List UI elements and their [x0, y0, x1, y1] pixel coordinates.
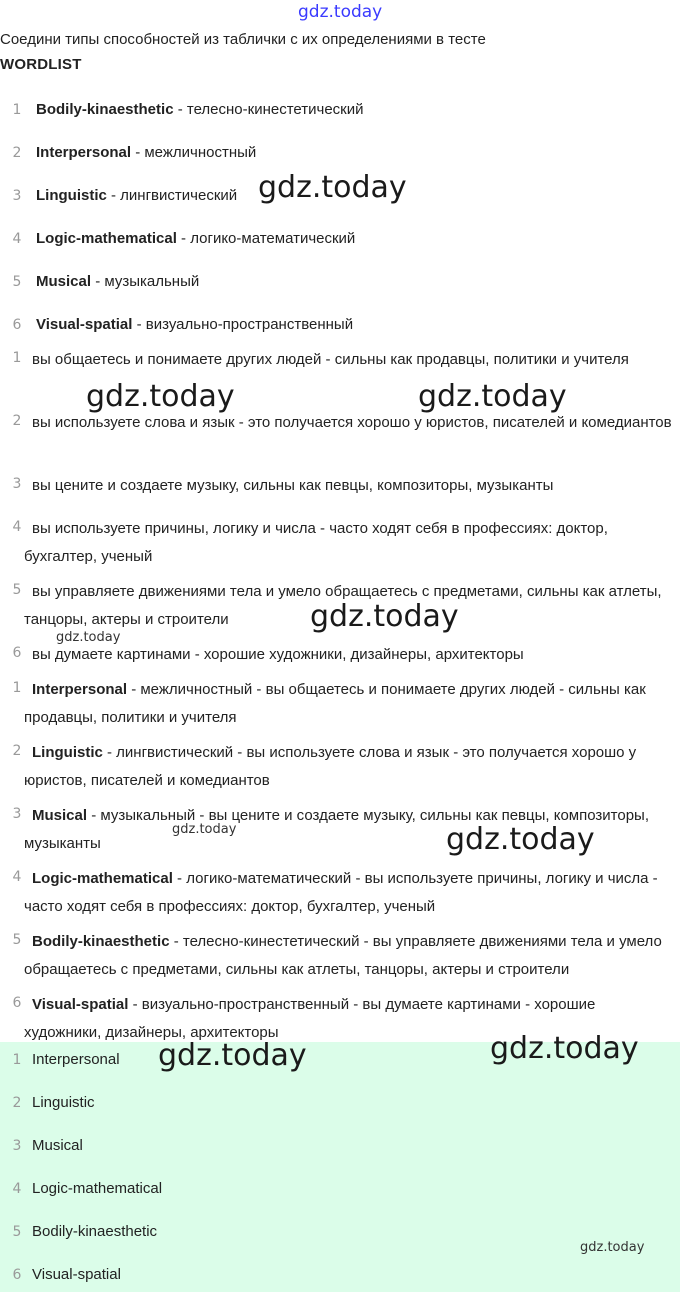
answer-highlight-block [0, 1042, 680, 1292]
term: Musical [36, 273, 92, 290]
item-number: 4 [12, 519, 22, 535]
definition-text: вы управляете движениями тела и умело обращаетесь с предметами, сильны как атлеты, танцоры, актеры и строители [24, 583, 662, 628]
item-number: 1 [12, 350, 22, 366]
item-number: 6 [12, 645, 22, 661]
term: Bodily-kinaesthetic [36, 101, 174, 118]
answer-rest: - визуально-пространственный - вы думаете картинами - хорошие художники, дизайнеры, архитекторы [24, 996, 596, 1041]
answer-rest: - телесно-кинестетический - вы управляете движениями тела и умело обращаетесь с предметами, сильны как атлеты, танцоры, актеры и строители [24, 933, 662, 978]
item-number: 2 [12, 413, 22, 429]
term: Linguistic [36, 187, 107, 204]
watermark: gdz.today [258, 170, 407, 205]
item-number: 4 [12, 869, 22, 885]
item-number: 1 [12, 680, 22, 696]
answer-rest: - лингвистический - вы используете слова и язык - это получается хорошо у юристов, писателей и комедиантов [24, 744, 637, 789]
item-number: 5 [12, 932, 22, 948]
answer-rest: - логико-математический - вы используете причины, логику и числа - часто ходят себя в профессиях: доктор, бухгалтер, ученый [24, 870, 658, 915]
term: Interpersonal [32, 681, 128, 698]
watermark: gdz.today [310, 599, 459, 634]
watermark: gdz.today [418, 379, 567, 414]
item-number: 6 [12, 995, 22, 1011]
item-text [36, 225, 674, 253]
item-number: 3 [12, 476, 22, 492]
watermark: gdz.today [446, 822, 595, 857]
term: Visual-spatial [36, 316, 133, 333]
item-number: 5 [12, 1224, 22, 1240]
answer-rest: - межличностный - вы общаетесь и понимаете других людей - сильны как продавцы, политики и учителя [24, 681, 646, 726]
item-number: 5 [12, 274, 22, 290]
item-number: 5 [12, 582, 22, 598]
term: Bodily-kinaesthetic [32, 933, 170, 950]
translation: - музыкальный [91, 273, 200, 290]
watermark: gdz.today [158, 1038, 307, 1073]
item-number: 1 [12, 102, 22, 118]
item-number: 2 [12, 1095, 22, 1111]
translation: - визуально-пространственный [132, 316, 354, 333]
definition-text: вы используете слова и язык - это получается хорошо у юристов, писателей и комедиантов [32, 414, 672, 431]
item-number: 3 [12, 806, 22, 822]
item-number: 6 [12, 1267, 22, 1283]
definition-text: вы думаете картинами - хорошие художники, дизайнеры, архитекторы [32, 646, 524, 663]
order-term: Logic-mathematical [32, 1180, 163, 1197]
item-text [36, 268, 674, 296]
item-text [36, 139, 674, 167]
watermark: gdz.today [490, 1031, 639, 1066]
watermark: gdz.today [86, 379, 235, 414]
item-number: 4 [12, 1181, 22, 1197]
item-number: 3 [12, 188, 22, 204]
answer-rest: - музыкальный - вы цените и создаете музыку, сильны как певцы, композиторы, музыканты [24, 807, 649, 852]
translation: - телесно-кинестетический [173, 101, 364, 118]
definition-text: вы общаетесь и понимаете других людей - сильны как продавцы, политики и учителя [32, 351, 629, 368]
item-number: 2 [12, 145, 22, 161]
translation: - межличностный [131, 144, 257, 161]
item-number: 3 [12, 1138, 22, 1154]
term: Interpersonal [36, 144, 132, 161]
definition-text: вы цените и создаете музыку, сильны как певцы, композиторы, музыканты [32, 477, 554, 494]
translation: - лингвистический [106, 187, 238, 204]
item-number: 1 [12, 1052, 22, 1068]
term: Logic-mathematical [36, 230, 177, 247]
order-term: Interpersonal [32, 1051, 120, 1068]
term: Logic-mathematical [32, 870, 173, 887]
term: Visual-spatial [32, 996, 129, 1013]
watermark: gdz.today [56, 630, 121, 645]
term: Musical [32, 807, 88, 824]
watermark: gdz.today [580, 1240, 645, 1255]
answer-text [24, 739, 674, 795]
answer-text [24, 928, 674, 984]
answer-text [24, 676, 674, 732]
order-term: Visual-spatial [32, 1266, 121, 1283]
order-term: Linguistic [32, 1094, 95, 1111]
definition-text: вы используете причины, логику и числа - часто ходят себя в профессиях: доктор, бухгалтер, ученый [24, 520, 608, 565]
item-text [36, 311, 674, 339]
wordlist-heading: WORDLIST [0, 56, 82, 73]
answer-text [24, 865, 674, 921]
task-instruction: Соедини типы способностей из таблички с их определениями в тесте [0, 31, 486, 48]
order-term: Musical [32, 1137, 83, 1154]
item-number: 2 [12, 743, 22, 759]
item-text [36, 96, 674, 124]
term: Linguistic [32, 744, 103, 761]
site-watermark-top: gdz.today [298, 2, 383, 22]
watermark: gdz.today [172, 822, 237, 837]
item-number: 6 [12, 317, 22, 333]
item-number: 4 [12, 231, 22, 247]
order-term: Bodily-kinaesthetic [32, 1223, 158, 1240]
translation: - логико-математический [176, 230, 356, 247]
